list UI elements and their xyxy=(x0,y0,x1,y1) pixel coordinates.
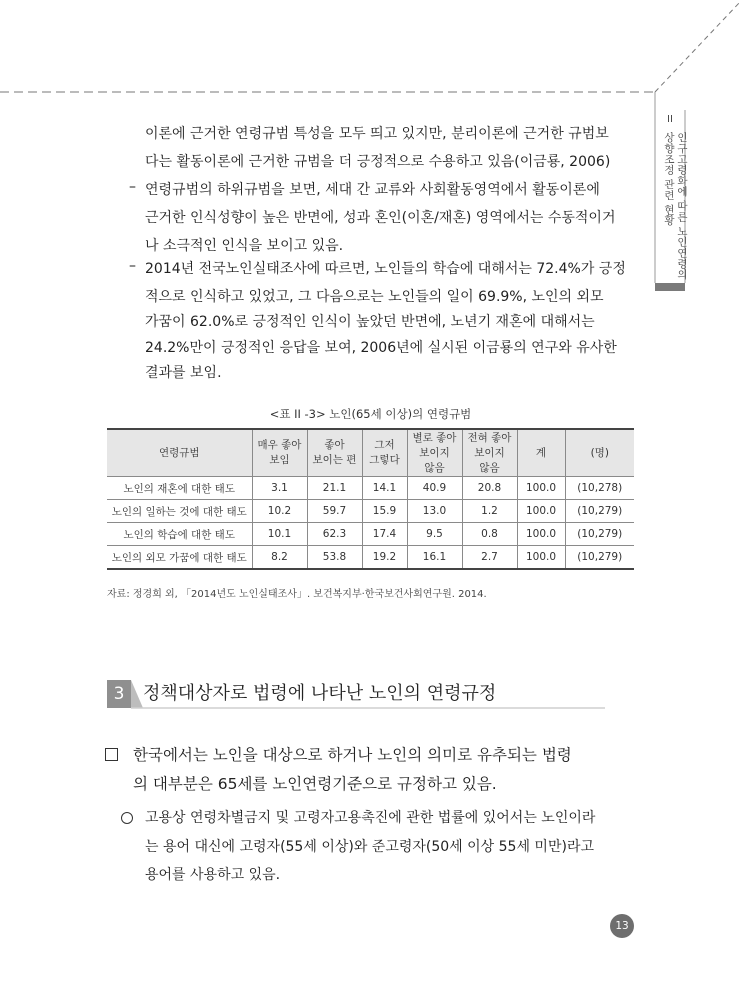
square-bullet-icon xyxy=(105,748,118,761)
table-row xyxy=(107,477,634,500)
paragraph-line: 연령규범의 하위규범을 보면, 세대 간 교류와 사회활동영역에서 활동이론에 xyxy=(145,182,600,198)
table-cell: (10,279) xyxy=(565,546,634,570)
circle-bullet-icon xyxy=(121,812,133,824)
table-cell: 3.1 xyxy=(252,477,307,500)
table-source-note: 자료: 정경희 외, 「2014년도 노인실태조사」. 보건복지부·한국보건사회연구원. 2014. xyxy=(107,589,487,600)
table-cell: 20.8 xyxy=(462,477,517,500)
table-cell: 59.7 xyxy=(307,500,362,523)
table-cell: 10.1 xyxy=(252,523,307,546)
table-cell: (10,278) xyxy=(565,477,634,500)
row-label: 노인의 학습에 대한 태도 xyxy=(107,523,252,546)
page-number: 13 xyxy=(610,914,634,938)
table-cell: 100.0 xyxy=(517,546,565,570)
header-cell: 매우 좋아 보임 xyxy=(252,429,307,477)
table-cell: 21.1 xyxy=(307,477,362,500)
bullet-line: 의 대부분은 65세를 노인연령기준으로 규정하고 있음. xyxy=(133,775,497,793)
header-cell: 별로 좋아 보이지 않음 xyxy=(407,429,462,477)
table-cell: 16.1 xyxy=(407,546,462,570)
table-cell: 8.2 xyxy=(252,546,307,570)
chapter-number: II xyxy=(667,114,673,125)
chapter-side-tab xyxy=(657,100,688,290)
table-cell: 14.1 xyxy=(362,477,407,500)
table-cell: 100.0 xyxy=(517,523,565,546)
paragraph-line: 결과를 보임. xyxy=(145,365,222,381)
table-cell: 100.0 xyxy=(517,477,565,500)
paragraph-line: 가꿈이 62.0%로 긍정적인 인식이 높았던 반면에, 노년기 재혼에 대해서는 xyxy=(145,314,595,330)
table-cell: 15.9 xyxy=(362,500,407,523)
dash-bullet: – xyxy=(129,179,136,195)
paragraph-line: 다는 활동이론에 근거한 규범을 더 긍정적으로 수용하고 있음(이금룡, 2006) xyxy=(145,154,611,170)
paragraph-line: 적으로 인식하고 있었고, 그 다음으로는 노인들의 일이 69.9%, 노인의 외모 xyxy=(145,289,604,305)
table-cell: 53.8 xyxy=(307,546,362,570)
bullet-line: 는 용어 대신에 고령자(55세 이상)와 준고령자(50세 이상 55세 미만)라고 xyxy=(145,839,594,855)
table-cell: 19.2 xyxy=(362,546,407,570)
table-cell: 1.2 xyxy=(462,500,517,523)
table-cell: 10.2 xyxy=(252,500,307,523)
table-cell: (10,279) xyxy=(565,500,634,523)
paragraph-line: 근거한 인식성향이 높은 반면에, 성과 혼인(이혼/재혼) 영역에서는 수동적이거 xyxy=(145,210,616,226)
bullet-line: 한국에서는 노인을 대상으로 하거나 노인의 의미로 유추되는 법령 xyxy=(133,746,572,764)
table-cell: 62.3 xyxy=(307,523,362,546)
table-caption: <표 II -3> 노인(65세 이상)의 연령규범 xyxy=(269,407,472,421)
header-cell: 전혀 좋아 보이지 않음 xyxy=(462,429,517,477)
table-cell: 0.8 xyxy=(462,523,517,546)
table-cell: (10,279) xyxy=(565,523,634,546)
table-cell: 100.0 xyxy=(517,500,565,523)
table-header-row xyxy=(107,429,634,477)
age-norm-table xyxy=(107,428,634,570)
header-cell: (명) xyxy=(565,429,634,477)
row-label: 노인의 외모 가꿈에 대한 태도 xyxy=(107,546,252,570)
paragraph-line: 나 소극적인 인식을 보이고 있음. xyxy=(145,238,344,254)
table-cell: 17.4 xyxy=(362,523,407,546)
row-label: 노인의 일하는 것에 대한 태도 xyxy=(107,500,252,523)
header-cell: 연령규범 xyxy=(107,429,252,477)
header-cell: 그저 그렇다 xyxy=(362,429,407,477)
section-title: 정책대상자로 법령에 나타난 노인의 연령규정 xyxy=(143,683,497,704)
bullet-line: 용어를 사용하고 있음. xyxy=(145,867,281,883)
header-cell: 좋아 보이는 편 xyxy=(307,429,362,477)
paragraph-line: 2014년 전국노인실태조사에 따르면, 노인들의 학습에 대해서는 72.4%가 긍정 xyxy=(145,261,626,277)
header-cell: 계 xyxy=(517,429,565,477)
table-cell: 13.0 xyxy=(407,500,462,523)
table-cell: 9.5 xyxy=(407,523,462,546)
section-number: 3 xyxy=(107,680,131,708)
table-row xyxy=(107,500,634,523)
table-row xyxy=(107,546,634,570)
table-cell: 2.7 xyxy=(462,546,517,570)
paragraph-line: 이론에 근거한 연령규범 특성을 모두 띄고 있지만, 분리이론에 근거한 규범보 xyxy=(145,126,609,142)
table-row xyxy=(107,523,634,546)
dash-bullet: – xyxy=(129,258,136,274)
paragraph-line: 24.2%만이 긍정적인 응답을 보여, 2006년에 실시된 이금룡의 연구와 유사한 xyxy=(145,340,617,356)
chapter-title: 인구고령화에 따른 노인연령의 상향조정 관련 현황 xyxy=(663,132,688,280)
chapter-tab-bar xyxy=(655,283,685,291)
row-label: 노인의 재혼에 대한 태도 xyxy=(107,477,252,500)
table-cell: 40.9 xyxy=(407,477,462,500)
bullet-line: 고용상 연령차별금지 및 고령자고용촉진에 관한 법률에 있어서는 노인이라 xyxy=(145,810,596,826)
